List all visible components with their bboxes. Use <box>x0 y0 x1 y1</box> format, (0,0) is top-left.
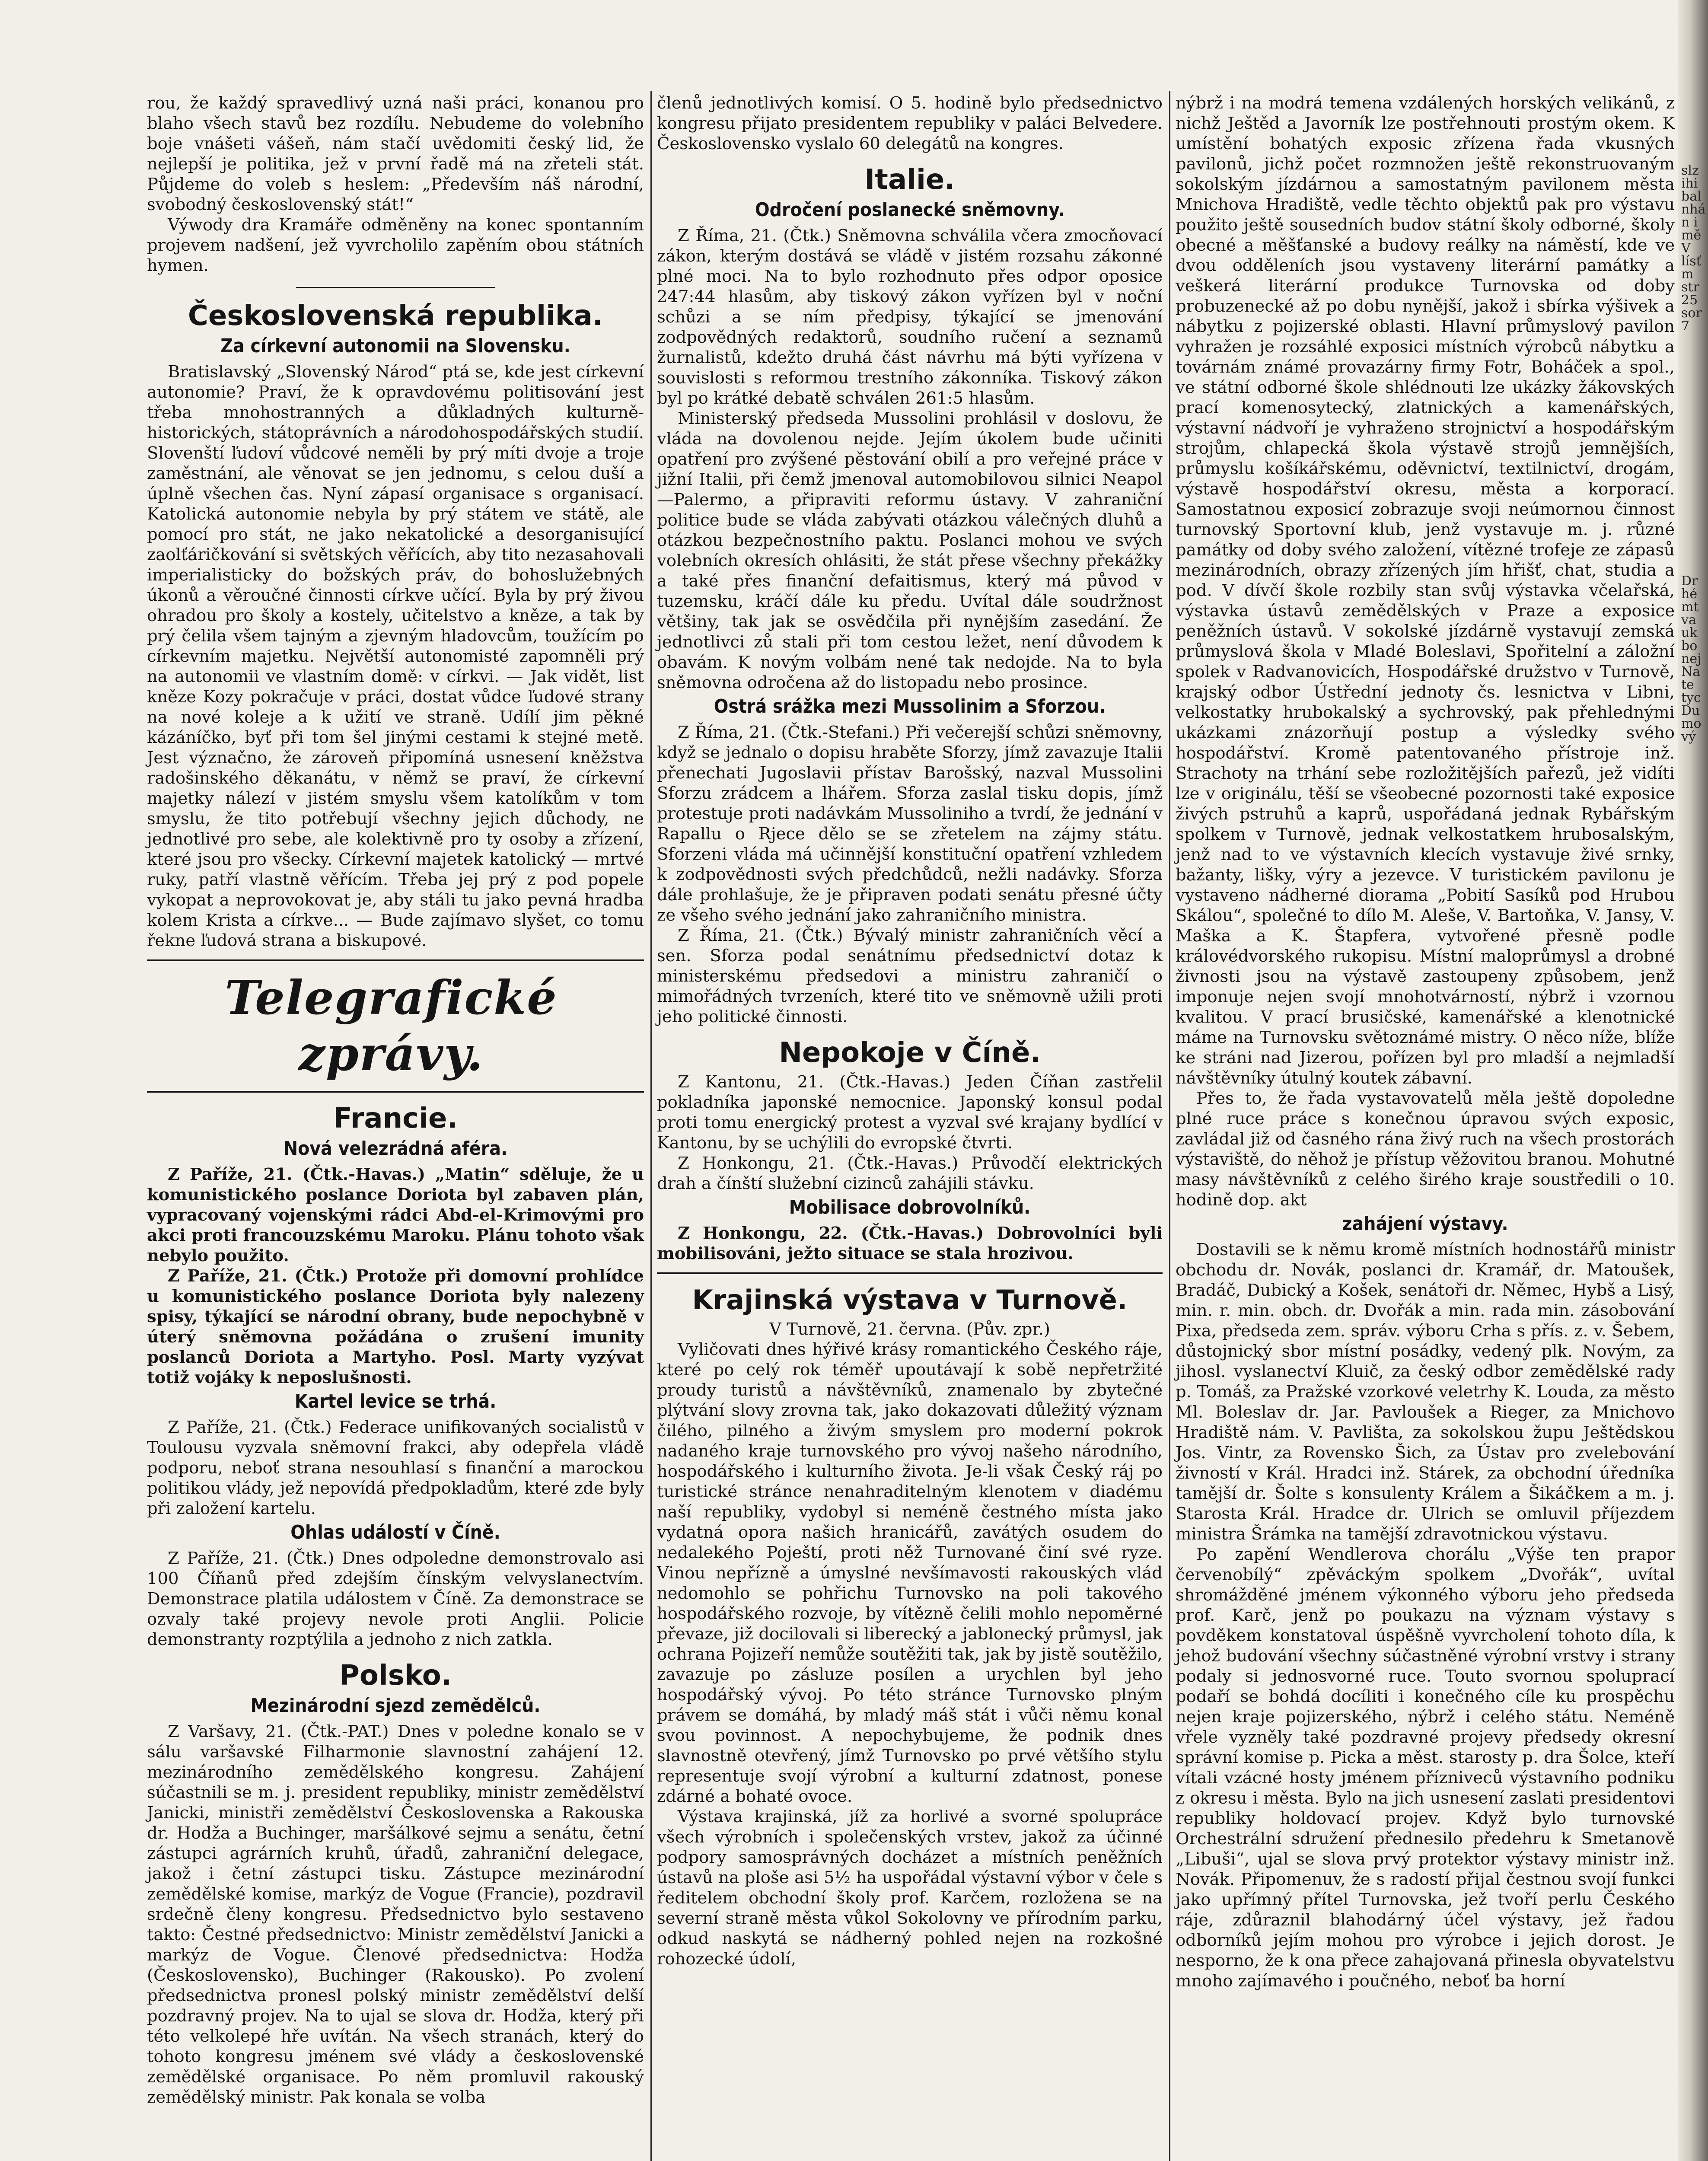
section-title: Polsko. <box>339 1660 452 1692</box>
article-heading: Za církevní autonomii na Slovensku. <box>220 335 570 357</box>
separator <box>147 1091 644 1093</box>
article-text: Z Honkongu, 21. (Čtk.-Havas.) Průvodčí elektrických drah a čínští služební cizinců zahájili stávku. <box>657 1154 1163 1193</box>
section-title: Československá republika. <box>188 300 603 332</box>
section-title: Francie. <box>333 1103 458 1135</box>
adjacent-page-text: slz ihi bal nhá n i mě V lísť m str 25 sor 7 <box>1681 163 1706 334</box>
article-heading: Mobilisace dobrovolníků. <box>789 1196 1031 1218</box>
separator <box>147 959 644 961</box>
article-heading: Ostrá srážka mezi Mussolinim a Sforzou. <box>714 695 1106 717</box>
article-text: Vyličovati dnes hýřivé krásy romantického Českého ráje, které po celý rok téměř upoutávají k sobě nepřetržité proudy turistů a návštěvníků, znamenalo by zbytečné plýtvání slovy zrovna tak, jako dokazovati důležitý význam čilého, pilného a živým smyslem pro moderní pokrok nadaného kraje turnovského pro vývoj našeho národního, hospodářského i kulturního života. Je-li však Český ráj po turistické stránce nenahraditelným klenotem v diadému naší republiky, vydobyl si neméně čestného místa jako vydatná opora našich hranicářů, zavátých osudem do nedalekého Poještí, proti něž Turnované činí své ryze. Vinou nepřízně a úmyslné nevšímavosti rakouských vlád nedomohlo se pohřichu Turnovsko na poli takového hospodářského rozvoje, by vítězně čelili mohlo nepoměrné převaze, již docilovali si liberecký a jablonecký průmysl, jak ochrana Pojizeří nemůže soutěžiti tak, jak by jistě soutěžilo, zavazuje po zásluze posílen a urychlen byl jeho hospodářský vývoj. Po této stránce Turnovsko plným právem se domáhá, by mladý máš stát i vůči němu konal svou povinnost. A nepochybujeme, že podnik dnes slavnostně otevřený, jímž Turnovsko po prvé většího stylu representuje svojí výrobní a kulturní zdatnost, ponese zdárné a bohaté ovoce. <box>657 1340 1163 1806</box>
article-heading: Odročení poslanecké sněmovny. <box>755 199 1065 221</box>
article-text: Z Varšavy, 21. (Čtk.-PAT.) Dnes v poledne konalo se v sálu varšavské Filharmonie slavnostní zahájení 12. mezinárodního zemědělského kongresu. Zahájení súčastnili se m. j. president republiky, ministr zemědělství Janicki, ministři zemědělství Československa a Rakouska dr. Hodža a Buchinger, maršálkové sejmu a senátu, četní zástupci agrárních kruhů, úřadů, zahraniční delegace, jakož i četní zástupci tisku. Zástupce mezinárodní zemědělské komise, markýz de Vogue (Francie), pozdravil srdečně členy kongresu. Předsednictvo bylo sestaveno takto: Čestné předsednictvo: Ministr zemědělství Janicki a markýz de Vogue. Členové předsednictva: Hodža (Československo), Buchinger (Rakousko). Po zvolení předsednictva pronesl polský ministr zemědělství delší pozdravný projev. Na to ujal se slova dr. Hodža, který při této velkolepé hře uvítán. Na všech stranách, který do tohoto kongresu jménem své vlády a československé zemědělské organisace. Po něm promluvil rakouský zemědělský ministr. Pak konala se volba <box>147 1722 644 2107</box>
article-text: Z Říma, 21. (Čtk.-Stefani.) Při večerejší schůzi sněmovny, když se jednalo o dopisu hraběte Sforzy, jímž zavazuje Italii přenechati Jugoslavii přístav Barošský, nazval Mussolini Sforzu zrádcem a lhářem. Sforza zaslal tisku dopis, jímž protestuje proti nadávkám Mussoliniho a tvrdí, že jednání v Rapallu o Rjece dělo se se zřetelem na zájmy státu. Sforzeni vláda má učinnější konstituční opatření vzhledem k zodpovědnosti svých předchůdců, nežli nadávky. Sforza dále prohlašuje, že je připraven podati senátu přesné účty ze všeho svého jednání jako zahraničního ministra. <box>657 723 1163 925</box>
adjacent-page-edge <box>1678 0 1708 2161</box>
article-text: Dostavili se k němu kromě místních hodnostářů ministr obchodu dr. Novák, poslanci dr. Kramář, dr. Matoušek, Bradáč, Dubický a Košek, senátoři dr. Němec, Hybš a Lisý, min. r. min. obch. dr. Dvořák a min. rada min. zásobování Pixa, předseda zem. správ. výboru Crha s přís. z. v. Šebem, důstojnický sbor místní posádky, vedený plk. Novým, za jihosl. vyslanectví Kluič, za český odbor zemědělské rady p. Tomáš, za Pražské vzorkové veletrhy K. Louda, za město Ml. Boleslav dr. Jar. Pavloušek a Rieger, za Mnichovo Hradiště nám. V. Pavlišta, za sokolskou župu Ještědskou Jos. Vintr, za Rovensko Šich, za Ústav pro zvelebování živností v Král. Hradci inž. Stárek, za obchodní úředníka tamější dr. Šolte s konsulenty Králem a Šikáčkem a m. j. Starosta Král. Hradce dr. Ulrich se omluvil příjezdem ministra Šrámka na tamější zdravotnickou výstavu. <box>1176 1240 1675 1544</box>
column-3 <box>1176 93 1675 2161</box>
section-title: Nepokoje v Číně. <box>779 1037 1041 1069</box>
article-text: Z Paříže, 21. (Čtk.) Dnes odpoledne demonstrovalo asi 100 Číňanů před zdejším čínským velvyslanectvím. Demonstrace platila událostem v Číně. Za demonstrace se ozvaly také projevy nevole proti Anglii. Policie demonstranty rozptýlila a jednoho z nich zatkla. <box>147 1549 644 1649</box>
separator <box>296 287 495 288</box>
article-text: Bratislavský „Slovenský Národ“ ptá se, kde jest církevní autonomie? Praví, že k opravdovému politisování jest třeba mnohostranných a důkladných kulturně-historických, státoprávních a národohospodářských studií. Slovenští ľudoví vůdcové neměli by prý míti dvoje a troje zaměstnání, ale věnovat se jen jednomu, s celou duší a úplně všechen čas. Nyní zápasí organisace s organisací. Katolická autonomie nebyla by prý státem ve státě, ale pomocí pro stát, ne jako nekatolické a desorganisující zaolťáričkování si světských věřících, aby tito nezasahovali imperialisticky do božských práv, do bohoslužebných úkonů a věroučné činnosti církve učící. Byla by prý živou ohradou pro školy a kostely, učitelstvo a kněze, a tak by prý čelila všem tajným a zjevným hladovcům, toužícím po církevním majetku. Největší autonomisté zapomněli prý na autonomii ve vlastním domě: v církvi. — Jak vidět, list kněze Kozy pokračuje v práci, dostat vůdce ľudové strany na nové koleje a k užití ve straně. Udílí jim pěkné kázáníčko, byť při tom šel jinými cestami k stejné metě. Jest význačno, že zároveň připomíná usnesení kněžstva radošinského děkanátu, v němž se praví, že církevní majetky nálezí v jistém smyslu všem katolíkům v tom smyslu, že tito potřebují všechny jejich důchody, ne jednotlivé pro sebe, ale kolektivně pro ty osoby a zřízení, které jsou pro všecky. Církevní majetek katolický — mrtvé ruky, patří vlastně věřícím. Třeba jej prý z pod popele vykopat a neprovokovat je, aby stáli tu jako pevná hradba kolem Krista a církve... — Bude zajímavo slyšet, co tomu řekne ľudová strana a biskupové. <box>147 362 644 950</box>
article-text: Ministerský předseda Mussolini prohlásil v doslovu, že vláda na dovolenou nejde. Jejím úkolem bude učiniti opatření pro zvýšené pěstování obilí a pro veřejné práce v jižní Italii, při čemž jmenoval automobilovou silnici Neapol—Palermo, a připraviti reformu ústavy. V zahraniční politice bude se vláda zabývati otázkou válečných dluhů a otázkou bezpečnostního paktu. Poslanci mohou ve svých volebních okresích ohlásiti, že stát přese všechny překážky a také přes finanční defaitismus, který má původ v tuzemsku, kráčí dále ku předu. Uvítal dále soudržnost většiny, tak jak se osvědčila při nynějším zasedání. Že jednotlivci zů stali při tom cestou ležet, není důvodem k obavám. K novým volbám nené tak nedojde. Na to byla sněmovna odročena až do listopadu nebo prosince. <box>657 409 1163 692</box>
article-heading: Nová velezrádná aféra. <box>284 1138 507 1160</box>
article-text: Z Paříže, 21. (Čtk.) Federace unifikovaných socialistů v Toulousu vyzvala sněmovní frakci, aby odepřela vládě podporu, neboť strana nesouhlasí s finanční a marockou politikou vlády, jež nepovídá předpokladům, které zde byly při založení kartelu. <box>147 1418 644 1518</box>
article-text: Výstava krajinská, jíž za horlivé a svorné spolupráce všech výrobních i společenských vrstev, jakož za účinné podpory samosprávných docházet a místních peněžních ústavů na ploše asi 5½ ha uspořádal výstavní výbor v čele s ředitelem obchodní školy prof. Karčem, rozložena se na severní straně města vůkol Sokolovny ve přírodním parku, odkud naskytá se nádherný pohled nejen na rozkošné rohozecké údolí, <box>657 1807 1163 1969</box>
article-heading: Ohlas událostí v Číně. <box>290 1521 500 1543</box>
article-heading: zahájení výstavy. <box>1342 1213 1508 1235</box>
article-dateline: V Turnově, 21. června. (Pův. zpr.) <box>769 1320 1050 1339</box>
article-text: Z Kantonu, 21. (Čtk.-Havas.) Jeden Číňan zastřelil pokladníka japonské nemocnice. Japonský konsul podal proti tomu energický protest a vyzval své krajany bydlící v Kantonu, by se uchýlili do evropské čtvrti. <box>657 1072 1163 1153</box>
article-text: nýbrž i na modrá temena vzdálených horských velikánů, z nichž Ještěd a Javorník lze postřehnouti prostým okem. K umístění bohatých exposic zřízena řada vkusných pavilonů, jichž počet rozmnožen ještě rekonstruovaným sokolským jízdárnou a samostatným pavilonem města Mnichova Hradiště, vedle těchto objektů pak pro výstavu použito ještě sousedních budov státní školy odborné, školy obecné a měšťanské a budovy reálky na náměstí, kde ve dvou odděleních jsou vystaveny literární památky a veškerá literární produkce Turnovska od doby probuzenecké až po dobu nynější, jakož i sbírka výšivek a nábytku z pojizerské oblasti. Hlavní průmyslový pavilon vyhražen je rozsáhlé exposici místních výrobců nábytku a továrnám známé provazárny firmy Fotr, Boháček a spol., ve státní odborné škole shlédnouti lze ukázky žákovských prací komenosytecký, zlatnických a kamenářských, výstavní nádvoří je vyhraženo strojnictví a hospodářským strojům, chlapecká škola výstavě strojů jemnějších, průmyslu košíkářskému, oděvnictví, textilnictví, drogám, výstavě hospodářství okresu, města a korporací. Samostatnou exposicí zobrazuje svoji neúmornou činnost turnovský Sportovní klub, jenž vystavuje m. j. různé památky od doby svého založení, vítězné trofeje ze zápasů mezinárodních, obrazy zřízených jím hřišť, chat, studia a pod. V dívčí škole rozbily stan svůj výstavka včelařská, výstavka ústavů zemědělských v Praze a exposice peněžních ústavů. V sokolské jízdárně vystavují zemská průmyslová škola v Mladé Boleslavi, Spořitelní a záložní spolek v Radvanovicích, Hospodářské družstvo v Turnově, krajský odbor Ústřední jednoty čs. lesnictva v Libni, velkostatky hrubokalský a sychrovský, pak přehlednými ukázkami znázorňují postup a výsledky svého hospodářství. Kromě patentovaného přístroje inž. Strachoty na trhání sebe rozložitějších pařezů, jež vidíti lze v originálu, těší se všeobecné pozornosti také exposice živých pstruhů a kaprů, uspořádaná jednak Rybářským spolkem v Turnově, jednak velkostatkem hrubosalským, jenž nad to ve výstavních klecích vystavuje živé srnky, bažanty, lišky, výry a jezevce. V turistickém pavilonu je vystaveno nádherné diorama „Pobití Sasíků pod Hrubou Skálou“, společné to dílo M. Aleše, V. Bartoňka, V. Jansy, V. Maška a K. Štapfera, vytvořené přesně podle královédvorského rukopisu. Místní maloprůmysl a drobné živnosti jsou na výstavě zastoupeny způsobem, jenž imponuje nejen svojí mnohotvárností, nýbrž i vzornou kvalitou. V prací brusičské, kamenářské a klenotnické máme na Turnovsku světoznámé mistry. O něco níže, blíže ke stráni nad Jizerou, pořízen byl pro mladší a nejmladší návštěvníky útulný koutek zábavní. <box>1176 93 1675 1088</box>
column-2 <box>657 93 1163 2161</box>
article-text: Z Paříže, 21. (Čtk.-Havas.) „Matin“ sděluje, že u komunistického poslance Doriota byl zabaven plán, vypracovaný vojenskými rádci Abd-el-Krimovými pro akci proti francouzskému Maroku. Plánu tohoto však nebylo použito. <box>147 1165 644 1265</box>
article-heading: Kartel levice se trhá. <box>294 1390 497 1412</box>
article-text: Po zapění Wendlerova chorálu „Výše ten prapor červenobílý“ zpěváckým spolkem „Dvořák“, uvítal shromážděné jménem výkonného výboru jeho předseda prof. Karč, jenž po poukazu na význam výstavy s povděkem konstatoval úspěšně vyvrcholení tohoto díla, k jehož budování všechny súčastněné výrobní vrstvy i strany podaly si jednosvorné ruce. Touto svornou spoluprací podaří se bohdá docíliti i konečného cíle ku prospěchu nejen kraje pojizerského, nýbrž i celého státu. Neméně vřele vyzněly také pozdravné projevy předsedy okresní správní komise p. Picka a měst. starosty p. dra Šolce, kteří vítali vzácné hosty jménem přízniveců výstavního podniku z okresu i města. Bylo na jich usnesení zaslati presidentovi republiky holdovací projev. Když bylo turnovské Orchestrální sdružení přednesilo předehru k Smetanově „Libuši“, ujal se slova prvý protektor výstavy ministr inž. Novák. Připomenuv, že s radostí přijal čestnou svojí funkci jako upřímný přítel Turnovska, jež tvoří perlu Českého ráje, zdůraznil blahodárný účel výstavy, jež řadou odborníků jejím mohou pro výrobce i jejich dorost. Je nesporno, že k ona přece zahajovaná přinesla obyvatelstvu mnoho zajímavého i poučného, neboť ba horní <box>1176 1545 1675 1991</box>
article-heading: Mezinárodní sjezd zemědělců. <box>250 1695 541 1717</box>
telegraph-banner: Telegrafické zprávy. <box>225 971 558 1081</box>
column-rule-1 <box>650 91 652 2161</box>
article-text: Výwody dra Kramáře odměněny na konec spontanním projevem nadšení, jež vyvrcholilo zapěním obou státních hymen. <box>147 215 644 275</box>
column-1 <box>147 93 644 2161</box>
column-rule-2 <box>1169 91 1170 2161</box>
article-text: Z Paříže, 21. (Čtk.) Protože při domovní prohlídce u komunistického poslance Doriota byly nalezeny spisy, týkající se národní obrany, bude nepochybně v úterý sněmovna požádána o zrušení imunity poslanců Doriota a Martyho. Posl. Marty vyzývat totiž vojáky k neposlušnosti. <box>147 1266 644 1387</box>
separator <box>657 1272 1163 1274</box>
article-text: rou, že každý spravedlivý uzná naši práci, konanou pro blaho všech stavů bez rozdílu. Nebudeme do volebního boje vnášeti vášeň, nám stačí uvědomiti český lid, že nejlepší je politika, jež v první řadě má na zřeteli stát. Půjdeme do voleb s heslem: „Především náš národní, svobodný československý stát!“ <box>147 93 644 214</box>
section-title: Krajinská výstava v Turnově. <box>692 1284 1128 1316</box>
article-text: členů jednotlivých komisí. O 5. hodině bylo předsednictvo kongresu přijato presidentem republiky v paláci Belvedere. Československo vyslalo 60 delegátů na kongres. <box>657 93 1163 153</box>
section-title: Italie. <box>864 164 955 196</box>
article-text: Z Říma, 21. (Čtk.) Sněmovna schválila včera zmocňovací zákon, kterým dostává se vládě v jistém rozsahu zákonné plné moci. Na to bylo rozhodnuto přes odpor oposice 247:44 hlasům, aby tiskový zákon vyřízen byl v noční schůzi a se ním předpisy, týkající se jmenování zodpovědných redaktorů, soudního ručení a seznamů žurnalistů, kdežto druhá část návrhu má býti vyřízena v souvislosti s reformou trestního zákonníka. Tiskový zákon byl po krátké debatě schválen 261:5 hlasům. <box>657 226 1163 408</box>
adjacent-page-text: Dr hé mt va uk bo nej Na te tyc Du mo vý <box>1681 574 1702 744</box>
article-text: Přes to, že řada vystavovatelů měla ještě dopoledne plné ruce práce s konečnou úpravou svých exposic, zavládal již od časného rána živý ruch na všech prostorách výstaviště, do něhož je přístup věžovitou branou. Mohutné masy návštěvníků z celého širého kraje soustředili o 10. hodině dop. akt <box>1176 1089 1675 1210</box>
article-text: Z Říma, 21. (Čtk.) Bývalý ministr zahraničních věcí a sen. Sforza podal senátnímu předsednictví dotaz k ministerskému předsedovi a ministru zahraničí o mimořádných tvrzeních, které tito ve sněmovně užili proti jeho politické činnosti. <box>657 926 1163 1026</box>
article-text: Z Honkongu, 22. (Čtk.-Havas.) Dobrovolníci byli mobilisováni, ježto situace se stala hrozivou. <box>657 1224 1163 1263</box>
